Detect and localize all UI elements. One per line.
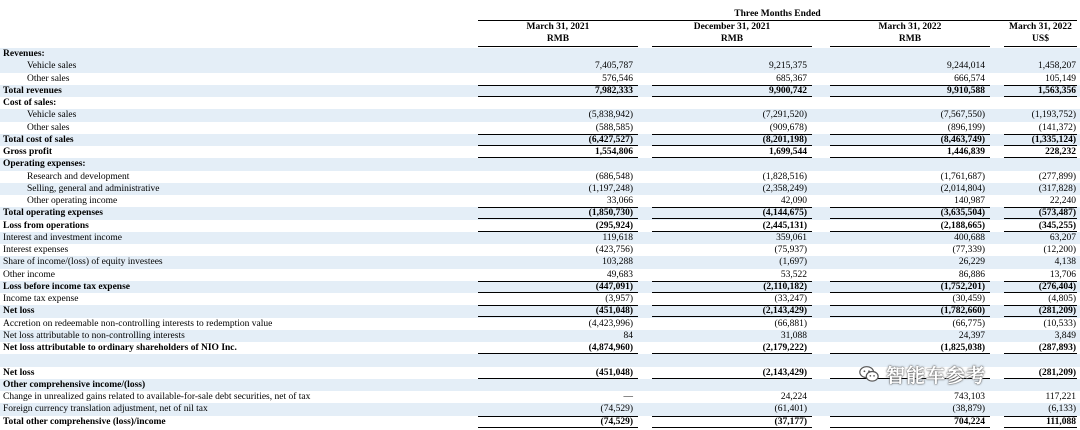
row-label: Research and development: [27, 171, 130, 182]
cell-value: 63,207: [1049, 232, 1076, 243]
cell-overline: [652, 281, 812, 282]
row-label: Other operating income: [27, 196, 118, 206]
column-currency: US$: [1032, 34, 1049, 44]
cell-value: (66,775): [952, 318, 985, 329]
cell-value: (7,291,520): [762, 110, 807, 121]
table-row: [0, 60, 1080, 72]
cell-value: 84: [623, 330, 633, 341]
cell-value: (4,805): [1048, 294, 1076, 304]
row-label: Total operating expenses: [3, 208, 103, 219]
cell-value: 1,458,207: [1038, 61, 1076, 72]
cell-value: (1,828,516): [762, 171, 807, 182]
cell-value: (74,529): [600, 416, 633, 427]
cell-overline: [478, 305, 638, 306]
table-row: [0, 97, 1080, 109]
row-label: Other income: [3, 269, 55, 280]
cell-overline: [1004, 305, 1077, 306]
table-row: [0, 281, 1080, 293]
cell-value: 7,405,787: [595, 61, 633, 72]
cell-value: (6,427,527): [588, 134, 633, 145]
cell-value: (2,143,429): [762, 367, 807, 378]
cell-value: 119,618: [602, 232, 633, 243]
cell-value: (6,133): [1048, 404, 1076, 415]
cell-value: 576,546: [602, 73, 633, 84]
cell-value: 9,900,742: [769, 85, 807, 96]
cell-value: 1,563,356: [1038, 85, 1076, 96]
cell-value: (588,585): [595, 122, 633, 133]
cell-value: (686,548): [595, 171, 633, 182]
column-header-underline: [652, 46, 812, 47]
cell-value: (2,014,804): [940, 183, 985, 194]
cell-overline: [652, 85, 812, 86]
cell-value: (12,200): [1043, 245, 1076, 255]
cell-value: 111,088: [1046, 416, 1076, 427]
cell-underline: [830, 427, 990, 428]
cell-value: (447,091): [595, 281, 633, 292]
cell-value: (1,752,201): [940, 281, 985, 292]
cell-value: (909,678): [769, 122, 807, 133]
row-label: Revenues:: [3, 49, 45, 59]
cell-value: (141,372): [1038, 122, 1076, 133]
table-row: [0, 269, 1080, 281]
cell-overline: [652, 207, 812, 208]
cell-value: (2,445,131): [762, 220, 807, 231]
cell-value: 1,699,544: [769, 147, 807, 157]
cell-overline: [652, 305, 812, 306]
column-date: March 31, 2022: [878, 22, 942, 32]
cell-value: (1,850,730): [588, 208, 633, 219]
column-header-underline: [1004, 46, 1077, 47]
cell-value: 33,066: [606, 196, 633, 206]
cell-value: 359,061: [776, 232, 807, 243]
row-label: Loss from operations: [3, 220, 89, 231]
cell-overline: [478, 85, 638, 86]
cell-value: 13,706: [1049, 269, 1076, 280]
table-row: [0, 244, 1080, 256]
cell-value: (8,201,198): [762, 134, 807, 145]
cell-value: (3,635,504): [940, 208, 985, 219]
table-row: [0, 403, 1080, 415]
cell-value: 666,574: [954, 73, 985, 84]
column-date: December 31, 2021: [693, 22, 771, 32]
cell-value: (74,529): [600, 404, 633, 415]
row-label: Change in unrealized gains related to available-for-sale debt securities, net of tax: [3, 392, 311, 402]
cell-value: (2,110,182): [763, 281, 807, 292]
cell-value: (1,335,124): [1031, 134, 1076, 145]
column-header-underline: [830, 46, 990, 47]
cell-overline: [1004, 281, 1077, 282]
column-date: March 31, 2022: [1009, 22, 1072, 32]
row-label: Cost of sales:: [3, 98, 57, 108]
cell-value: 1,446,839: [947, 147, 985, 157]
cell-overline: [1004, 85, 1077, 86]
cell-value: (423,756): [595, 245, 633, 255]
cell-value: 140,987: [954, 196, 985, 206]
table-row: [0, 293, 1080, 305]
cell-overline: [478, 281, 638, 282]
cell-value: (1,697): [779, 257, 807, 268]
cell-value: (4,874,960): [588, 343, 633, 353]
cell-value: 31,088: [780, 330, 807, 341]
cell-underline: [652, 427, 812, 428]
cell-value: (75,937): [774, 245, 807, 255]
cell-value: (276,404): [1038, 281, 1076, 292]
row-label: Interest and investment income: [3, 232, 122, 243]
column-currency: RMB: [898, 34, 922, 44]
cell-value: —: [623, 392, 633, 402]
cell-value: (7,567,550): [940, 110, 985, 121]
cell-value: (66,881): [774, 318, 807, 329]
cell-value: (61,401): [774, 404, 807, 415]
table-row: [0, 232, 1080, 244]
cell-value: (573,487): [1038, 208, 1076, 219]
cell-value: 24,397: [958, 330, 985, 341]
table-row: [0, 73, 1080, 85]
table-row: [0, 171, 1080, 183]
cell-value: (2,179,222): [762, 343, 807, 353]
cell-value: (287,893): [1038, 343, 1076, 353]
period-title: Three Months Ended: [734, 9, 821, 19]
cell-value: 24,224: [780, 392, 807, 402]
cell-underline: [478, 427, 638, 428]
row-label: Total other comprehensive (loss)/income: [3, 416, 166, 427]
cell-value: 22,240: [1049, 196, 1076, 206]
cell-value: (3,957): [605, 294, 633, 304]
table-row: [0, 220, 1080, 232]
cell-overline: [1004, 416, 1077, 417]
table-row: [0, 134, 1080, 146]
cell-overline: [478, 134, 638, 135]
cell-overline: [830, 281, 990, 282]
cell-value: (30,459): [952, 294, 985, 304]
row-label: Gross profit: [3, 147, 52, 157]
row-label: Interest expenses: [3, 245, 69, 255]
cell-overline: [478, 416, 638, 417]
row-label: Vehicle sales: [27, 110, 77, 121]
cell-value: 704,224: [954, 416, 985, 427]
table-row: [0, 416, 1080, 428]
cell-overline: [830, 305, 990, 306]
cell-value: (2,188,665): [940, 220, 985, 231]
table-row: [0, 122, 1080, 134]
row-label: Selling, general and administrative: [27, 183, 160, 194]
cell-value: 685,367: [776, 73, 807, 84]
table-row: [0, 183, 1080, 195]
cell-value: 3,849: [1054, 330, 1076, 341]
cell-overline: [830, 85, 990, 86]
cell-value: 9,910,588: [947, 85, 985, 96]
row-label: Other sales: [27, 122, 70, 133]
wechat-icon: [858, 363, 880, 385]
cell-value: 400,688: [954, 232, 985, 243]
cell-value: (295,924): [595, 220, 633, 231]
cell-value: 1,554,806: [595, 147, 633, 157]
row-label: Total cost of sales: [3, 134, 74, 145]
cell-overline: [652, 416, 812, 417]
table-row: [0, 207, 1080, 219]
cell-overline: [1004, 134, 1077, 135]
cell-value: 26,229: [958, 257, 985, 268]
cell-value: (4,144,675): [762, 208, 807, 219]
cell-value: 103,288: [602, 257, 633, 268]
cell-value: (1,193,752): [1031, 110, 1076, 121]
row-label: Net loss: [3, 367, 35, 378]
cell-value: 49,683: [606, 269, 633, 280]
cell-value: 4,138: [1054, 257, 1076, 268]
watermark-text: 智能车参考: [886, 364, 987, 387]
cell-overline: [652, 134, 812, 135]
table-row: [0, 158, 1080, 170]
cell-value: (8,463,749): [940, 134, 985, 145]
cell-value: (281,209): [1038, 306, 1076, 317]
table-row: [0, 109, 1080, 121]
row-label: Accretion on redeemable non-controlling interests to redemption value: [3, 318, 273, 329]
cell-value: (277,899): [1038, 171, 1076, 182]
column-header-underline: [478, 46, 638, 47]
cell-value: (38,879): [952, 404, 985, 415]
table-row: [0, 146, 1080, 158]
cell-value: 117,221: [1045, 392, 1076, 402]
cell-value: (5,838,942): [588, 110, 633, 121]
row-label: Net loss attributable to non-controlling interests: [3, 330, 185, 341]
cell-value: 9,215,375: [769, 61, 807, 72]
period-title-underline: [478, 20, 1077, 21]
cell-value: (317,828): [1038, 183, 1076, 194]
cell-overline: [1004, 207, 1077, 208]
cell-value: 7,982,333: [595, 85, 633, 96]
cell-value: (896,199): [947, 122, 985, 133]
cell-value: (1,782,660): [940, 306, 985, 317]
cell-value: (77,339): [952, 245, 985, 255]
table-row: [0, 391, 1080, 403]
row-label: Loss before income tax expense: [3, 281, 131, 292]
cell-overline: [830, 207, 990, 208]
cell-value: (33,247): [774, 294, 807, 304]
cell-value: (281,209): [1038, 367, 1076, 378]
cell-underline: [1004, 427, 1077, 428]
cell-value: 228,232: [1045, 147, 1076, 157]
row-label: Income tax expense: [3, 294, 79, 304]
table-row: [0, 305, 1080, 317]
table-row: [0, 318, 1080, 330]
cell-value: (2,143,429): [762, 306, 807, 317]
row-label: Operating expenses:: [3, 159, 86, 170]
cell-value: (451,048): [595, 306, 633, 317]
cell-value: 743,103: [954, 392, 985, 402]
table-row: [0, 195, 1080, 207]
row-label: Share of income/(loss) of equity investees: [3, 257, 163, 268]
watermark: [858, 362, 986, 386]
cell-value: 9,244,014: [947, 61, 985, 72]
cell-overline: [830, 416, 990, 417]
column-date: March 31, 2021: [526, 22, 590, 32]
cell-value: (451,048): [595, 367, 633, 378]
cell-value: 105,149: [1045, 73, 1076, 84]
cell-value: (37,177): [774, 416, 807, 427]
table-row: [0, 256, 1080, 268]
row-label: Total revenues: [3, 85, 62, 96]
row-label: Foreign currency translation adjustment, net of nil tax: [3, 404, 208, 415]
column-currency: RMB: [720, 34, 744, 44]
cell-value: 42,090: [780, 196, 807, 206]
cell-value: (10,533): [1043, 318, 1076, 329]
table-header: [0, 0, 1080, 48]
cell-value: (4,423,996): [588, 318, 633, 329]
row-label: Other sales: [27, 73, 70, 84]
table-row: [0, 85, 1080, 97]
cell-value: (1,825,038): [940, 343, 985, 353]
table-row: [0, 48, 1080, 60]
cell-value: 53,522: [780, 269, 807, 280]
cell-value: (1,761,687): [940, 171, 985, 182]
cell-value: 86,886: [958, 269, 985, 280]
cell-overline: [478, 207, 638, 208]
row-label: Vehicle sales: [27, 61, 77, 72]
row-label: Other comprehensive income/(loss): [3, 379, 146, 390]
column-currency: RMB: [546, 34, 570, 44]
cell-value: (2,358,249): [762, 183, 807, 194]
cell-overline: [830, 134, 990, 135]
cell-value: (1,197,248): [588, 183, 633, 194]
table-row: [0, 330, 1080, 342]
row-label: Net loss: [3, 306, 35, 317]
table-row: [0, 342, 1080, 354]
cell-value: (345,255): [1038, 220, 1076, 231]
row-label: Net loss attributable to ordinary shareholders of NIO Inc.: [3, 343, 237, 353]
